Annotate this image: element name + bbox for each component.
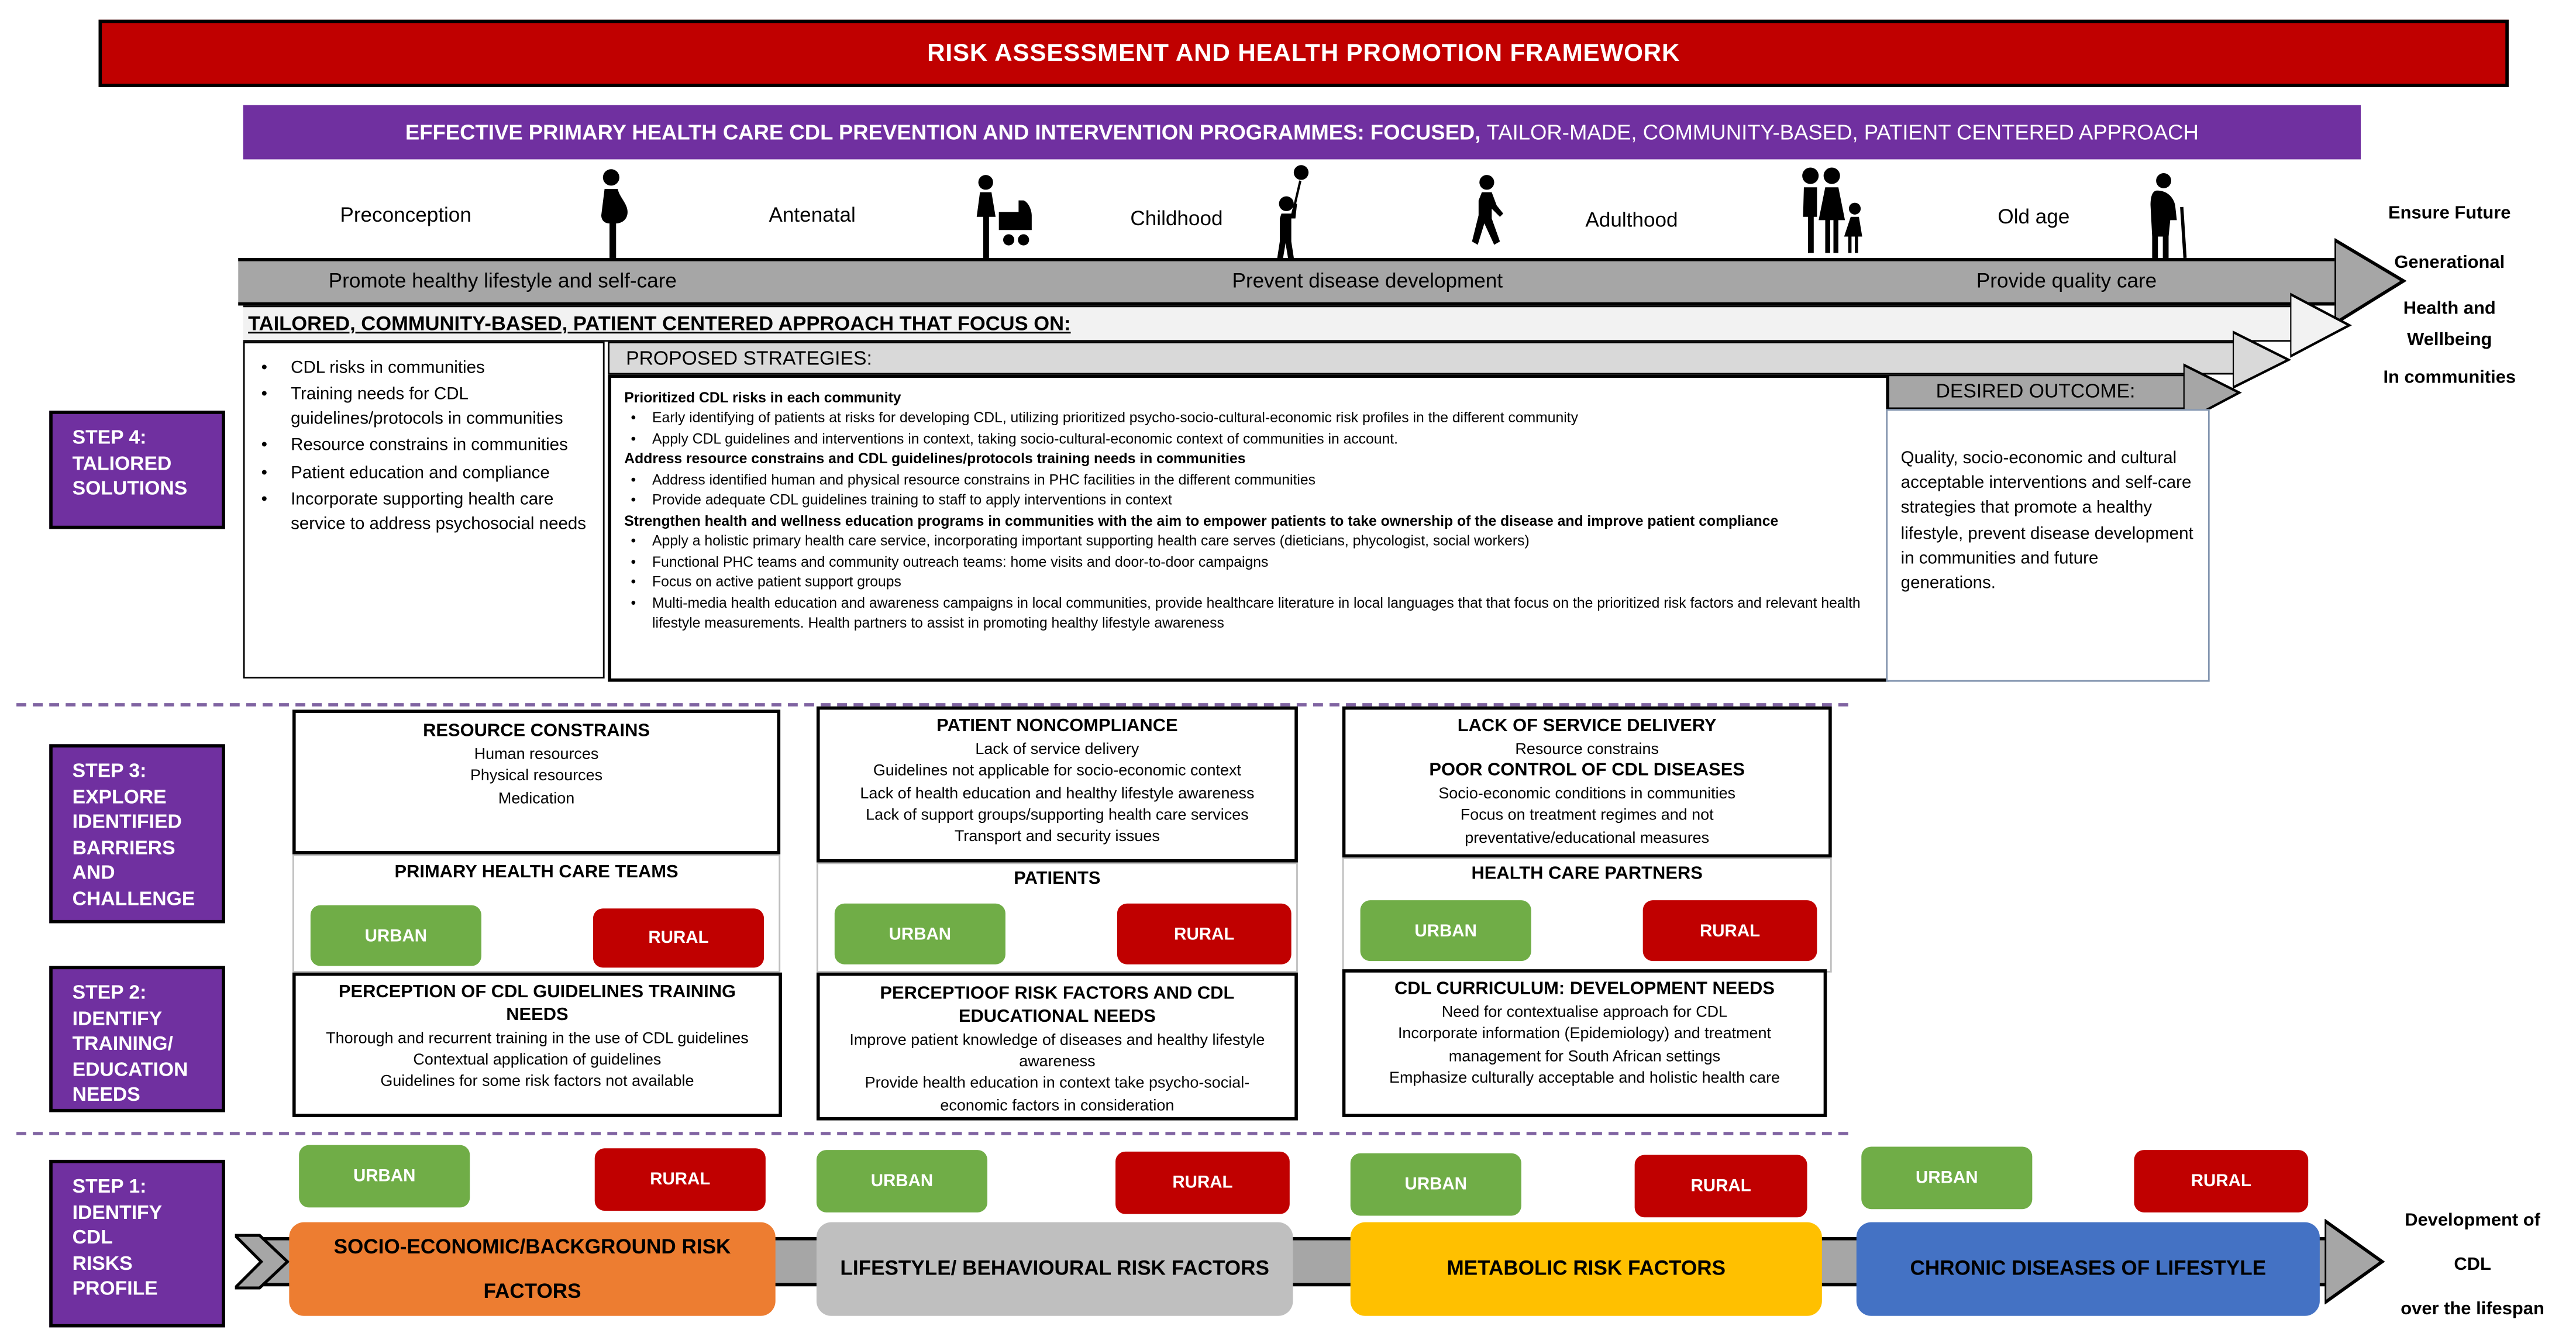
barrier-line: Medication — [498, 789, 575, 808]
stage-label-adulthood: Adulthood — [1585, 208, 1678, 232]
training-box-risk-factors — [817, 973, 1298, 1121]
barrier-line: Lack of support groups/supporting health care services — [866, 807, 1249, 825]
rural-tag — [593, 908, 764, 967]
rural-tag — [1635, 1155, 1807, 1218]
step3-line: AND — [72, 861, 115, 885]
rural-label: RURAL — [650, 1169, 711, 1190]
rural-tag — [1117, 904, 1292, 964]
strategy-group-title: Strengthen health and wellness education programs in communities with the aim to empower patients to take ownership of the disease and improve patient compliance — [624, 512, 1779, 529]
mother-with-pram-icon — [973, 174, 1038, 261]
training-title: PERCEPTIOOF RISK FACTORS AND CDL EDUCATIONAL NEEDS — [880, 984, 1235, 1026]
stakeholder-box-health-care-partners — [1342, 857, 1832, 973]
tailored-band — [243, 305, 2292, 342]
step1-line: PROFILE — [72, 1277, 158, 1300]
step2-line: NEEDS — [72, 1083, 140, 1107]
barrier-box-lack-of-service-delivery — [1342, 707, 1832, 857]
outcome-band — [1886, 374, 2185, 409]
barrier-title: LACK OF SERVICE DELIVERY — [1457, 716, 1717, 736]
training-line: Incorporate information (Epidemiology) and treatment management for South African settings — [1397, 1025, 1771, 1066]
stage-label-old-age: Old age — [1998, 205, 2070, 229]
training-line: Thorough and recurrent training in the use of CDL guidelines — [326, 1029, 749, 1048]
outcome-text: Quality, socio-economic and cultural acceptable interventions and self-care strategies that promote a healthy lifestyle, prevent disease development in communities and future generations. — [1900, 448, 2193, 594]
stakeholder-title: PATIENTS — [1014, 869, 1101, 889]
rural-tag — [2134, 1150, 2309, 1212]
step1-line: RISKS — [72, 1251, 133, 1274]
barrier-line: Transport and security issues — [954, 828, 1160, 847]
risk-box-label: CHRONIC DISEASES OF LIFESTYLE — [1910, 1257, 2267, 1281]
urban-tag — [299, 1145, 470, 1208]
strategy-bullet: • Address identified human and physical resource constrains in PHC facilities in the different communities — [624, 470, 1873, 490]
step2-line: IDENTIFY — [72, 1006, 163, 1029]
stage-label-childhood: Childhood — [1130, 206, 1223, 230]
tailored-band-arrowhead — [2290, 292, 2353, 358]
development-line-1: Development of — [2405, 1211, 2540, 1231]
barrier-title: PATIENT NONCOMPLIANCE — [936, 716, 1178, 736]
stage-label-preconception: Preconception — [340, 204, 471, 227]
step3-line: CHALLENGE — [72, 887, 195, 910]
rural-tag — [1115, 1152, 1290, 1214]
walking-adult-icon — [1467, 174, 1510, 260]
strategies-box — [608, 374, 1889, 681]
barrier-box-resource-constrains — [292, 709, 780, 854]
training-box-cdl-curriculum — [1342, 969, 1827, 1117]
future-line-4: Wellbeing — [2407, 330, 2492, 350]
urban-label: URBAN — [1414, 921, 1477, 941]
strategy-bullet: • Focus on active patient support groups — [624, 572, 1873, 593]
training-line: Contextual application of guidelines — [413, 1051, 662, 1070]
strategies-band — [608, 342, 2234, 374]
step2-line: STEP 2: — [72, 980, 147, 1004]
stakeholder-box-patients — [817, 863, 1298, 973]
risk-box-label: LIFESTYLE/ BEHAVIOURAL RISK FACTORS — [840, 1257, 1269, 1281]
strategy-bullet: • Multi-media health education and awareness campaigns in local communities, provide healthcare literature in local languages that that focus on the prioritized risk factors and relevant health lifestyle measurements. Health partners to assist in promoting healthy lifestyle awareness — [624, 593, 1873, 634]
future-line-2: Generational — [2394, 253, 2505, 273]
strategy-bullet: • Apply a holistic primary health care service, incorporating important supporting health care serves (dieticians, phycologist, social workers) — [624, 531, 1873, 552]
outcome-box — [1886, 409, 2209, 681]
risk-box-chronic-diseases — [1857, 1222, 2320, 1316]
barrier-line: Physical resources — [470, 767, 603, 786]
barrier-title: POOR CONTROL OF CDL DISEASES — [1429, 760, 1745, 781]
urban-label: URBAN — [1404, 1174, 1468, 1194]
training-line: Guidelines for some risk factors not available — [380, 1073, 694, 1091]
step2-line: TRAINING/ — [72, 1032, 173, 1055]
training-line: Improve patient knowledge of diseases and healthy lifestyle awareness — [849, 1031, 1265, 1072]
urban-tag — [835, 904, 1005, 964]
strategy-bullet: • Provide adequate CDL guidelines training to staff to apply interventions in context — [624, 490, 1873, 511]
rural-label: RURAL — [1172, 1173, 1233, 1193]
urban-tag — [817, 1150, 987, 1212]
risk-box-label: METABOLIC RISK FACTORS — [1447, 1257, 1726, 1281]
rural-tag — [595, 1148, 766, 1211]
training-title: PERCEPTION OF CDL GUIDELINES TRAINING NEEDS — [338, 982, 736, 1025]
training-line: Need for contextualise approach for CDL — [1441, 1003, 1728, 1022]
focus-item: • Patient education and compliance — [252, 461, 597, 485]
strategy-group-title: Address resource constrains and CDL guidelines/protocols training needs in communities — [624, 450, 1246, 467]
rural-label: RURAL — [1690, 1176, 1751, 1196]
outcome-header: DESIRED OUTCOME: — [1936, 379, 2136, 403]
barrier-line: Focus on treatment regimes and not — [1460, 807, 1714, 825]
rural-tag — [1643, 900, 1817, 961]
barrier-line: Guidelines not applicable for socio-economic context — [873, 762, 1241, 781]
barrier-line: Resource constrains — [1515, 740, 1659, 759]
barrier-title: RESOURCE CONSTRAINS — [423, 721, 650, 741]
training-line: Emphasize culturally acceptable and holistic health care — [1389, 1069, 1781, 1088]
phase-promote: Promote healthy lifestyle and self-care — [328, 269, 677, 292]
development-line-3: over the lifespan — [2401, 1299, 2544, 1320]
elderly-with-cane-icon — [2141, 171, 2193, 261]
barrier-line: preventative/educational measures — [1465, 829, 1710, 848]
urban-label: URBAN — [1916, 1167, 1978, 1188]
phase-prevent: Prevent disease development — [1232, 269, 1503, 292]
future-line-3: Health and — [2403, 299, 2496, 319]
barrier-box-patient-noncompliance — [817, 707, 1298, 863]
child-with-balloon-icon — [1270, 164, 1313, 264]
tailored-heading: TAILORED, COMMUNITY-BASED, PATIENT CENTERED APPROACH THAT FOCUS ON: — [248, 312, 1071, 335]
stakeholder-title: HEALTH CARE PARTNERS — [1471, 864, 1703, 884]
step2-label-box — [49, 966, 225, 1112]
risk-box-label: SOCIO-ECONOMIC/BACKGROUND RISK FACTORS — [333, 1235, 731, 1302]
subtitle-banner — [243, 105, 2361, 160]
focus-list-box — [243, 342, 605, 678]
barrier-line: Lack of service delivery — [975, 740, 1139, 759]
urban-label: URBAN — [353, 1166, 416, 1186]
focus-item: • CDL risks in communities — [252, 356, 597, 380]
future-line-5: In communities — [2383, 368, 2516, 388]
step3-line: IDENTIFIED — [72, 810, 182, 833]
step1-line: IDENTIFY — [72, 1200, 163, 1224]
strategy-bullet: • Apply CDL guidelines and interventions in context, taking socio-cultural-economic context of communities in account. — [624, 429, 1873, 449]
development-line-2: CDL — [2454, 1255, 2491, 1275]
subtitle-bold: EFFECTIVE PRIMARY HEALTH CARE CDL PREVENTION AND INTERVENTION PROGRAMMES: FOCUSED, — [405, 120, 1481, 145]
strategies-header: PROPOSED STRATEGIES: — [626, 346, 872, 370]
section-divider — [16, 1132, 1848, 1135]
step3-label-box — [49, 744, 225, 923]
training-title: CDL CURRICULUM: DEVELOPMENT NEEDS — [1394, 979, 1775, 999]
step1-line: CDL — [72, 1225, 113, 1249]
rural-label: RURAL — [1174, 924, 1235, 944]
barrier-line: Human resources — [474, 745, 599, 764]
urban-tag — [1351, 1153, 1521, 1216]
subtitle-regular: TAILOR-MADE, COMMUNITY-BASED, PATIENT CENTERED APPROACH — [1480, 120, 2199, 145]
barrier-line: Lack of health education and healthy lifestyle awareness — [860, 784, 1255, 803]
page-title: RISK ASSESSMENT AND HEALTH PROMOTION FRAMEWORK — [927, 39, 1680, 68]
urban-tag — [1361, 900, 1531, 961]
training-box-guidelines — [292, 973, 782, 1117]
pregnant-woman-icon — [591, 167, 631, 261]
urban-label: URBAN — [870, 1171, 934, 1191]
risk-flow-start-chevron — [235, 1234, 291, 1289]
step4-label-box — [49, 411, 225, 529]
step1-line: STEP 1: — [72, 1174, 147, 1198]
step3-line: STEP 3: — [72, 759, 147, 782]
focus-item: • Incorporate supporting health care service to address psychosocial needs — [252, 488, 597, 536]
rural-label: RURAL — [2191, 1171, 2251, 1191]
family-icon — [1796, 166, 1871, 260]
step4-line: STEP 4: — [72, 425, 147, 449]
rural-label: RURAL — [648, 928, 709, 948]
stakeholder-title: PRIMARY HEALTH CARE TEAMS — [394, 862, 679, 883]
step4-line: SOLUTIONS — [72, 477, 188, 500]
future-line-1: Ensure Future — [2388, 204, 2511, 223]
stakeholder-box-phc-teams — [292, 855, 780, 973]
rural-label: RURAL — [1699, 921, 1761, 941]
risk-box-socio-economic — [289, 1222, 775, 1316]
lifespan-arrow — [238, 258, 2336, 305]
step3-line: BARRIERS — [72, 836, 175, 859]
risk-flow-arrowhead — [2324, 1219, 2385, 1304]
training-line: Provide health education in context take psycho-social-economic factors in consideration — [865, 1074, 1250, 1115]
barrier-line: Socio-economic conditions in communities — [1438, 785, 1736, 804]
step3-line: EXPLORE — [72, 784, 167, 808]
focus-item: • Training needs for CDL guidelines/protocols in communities — [252, 384, 597, 431]
step1-label-box — [49, 1160, 225, 1327]
step4-line: TALIORED — [72, 451, 172, 474]
strategy-bullet: • Early identifying of patients at risks for developing CDL, utilizing prioritized psycho-socio-cultural-economic risk profiles in the different community — [624, 408, 1873, 429]
focus-item: • Resource constrains in communities — [252, 435, 597, 459]
urban-label: URBAN — [888, 924, 952, 944]
stage-label-antenatal: Antenatal — [769, 204, 856, 227]
phase-quality: Provide quality care — [1976, 269, 2157, 292]
urban-label: URBAN — [364, 925, 428, 946]
strategy-bullet: • Functional PHC teams and community outreach teams: home visits and door-to-door campaigns — [624, 552, 1873, 572]
urban-tag — [311, 905, 481, 966]
risk-box-lifestyle-behavioural — [817, 1222, 1293, 1316]
step2-line: EDUCATION — [72, 1057, 188, 1081]
strategy-group-title: Prioritized CDL risks in each community — [624, 389, 901, 406]
urban-tag — [1861, 1146, 2032, 1209]
main-title-banner — [99, 20, 2509, 87]
risk-box-metabolic — [1351, 1222, 1822, 1316]
